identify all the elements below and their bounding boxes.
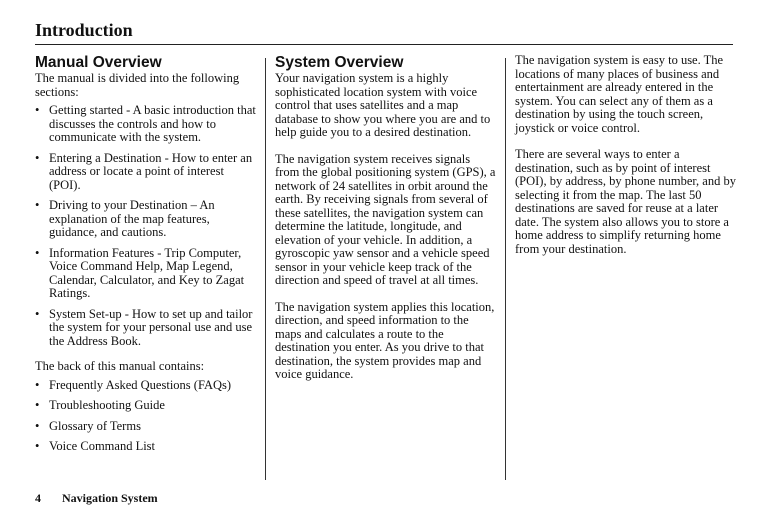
manual-overview-heading: Manual Overview <box>35 54 162 71</box>
right-column-paragraph: There are several ways to enter a destination, such as by point of interest (POI), by address, by phone number, and by selecting it from the map. The last 50 destinations are saved for reuse at a later date. The system also allows you to store a home address to simplify returning home from your destination. <box>515 147 736 256</box>
column-divider-right <box>505 58 506 480</box>
header-rule <box>35 44 733 45</box>
back-contents-intro: The back of this manual contains: <box>35 359 205 373</box>
page-number: 4 <box>35 491 41 505</box>
list-item: • Driving to your Destination – An explanation of the map features, guidance, and cautions. <box>35 199 257 240</box>
list-item: • Glossary of Terms <box>35 420 257 434</box>
system-overview-column <box>275 54 497 395</box>
right-text-column <box>515 54 737 269</box>
footer-label: Navigation System <box>62 491 158 505</box>
list-item: • Frequently Asked Questions (FAQs) <box>35 379 257 393</box>
page-title: Introduction <box>35 20 133 40</box>
right-column-paragraph: The navigation system is easy to use. The locations of many places of business and entertainment are already entered in the system. You can select any of them as a destination by using the touch screen, joystick or voice control. <box>515 53 724 135</box>
back-contents-list <box>35 379 257 454</box>
column-divider-left <box>265 58 266 480</box>
list-item: • Troubleshooting Guide <box>35 399 257 413</box>
manual-overview-intro: The manual is divided into the following sections: <box>35 71 240 99</box>
list-item: • Information Features - Trip Computer, Voice Command Help, Map Legend, Calendar, Calculator, and Key to Zagat Ratings. <box>35 247 257 301</box>
system-overview-heading: System Overview <box>275 54 404 71</box>
system-overview-paragraph: The navigation system receives signals from the global positioning system (GPS), a network of 24 satellites in orbit around the earth. By receiving signals from several of these satellites, the navigation system can determine the latitude, longitude, and elevation of your vehicle. In addition, a gyroscopic yaw sensor and a vehicle speed sensor in your vehicle keep track of the direction and speed of travel at all times. <box>275 151 496 287</box>
list-item: • Voice Command List <box>35 440 257 454</box>
system-overview-paragraph: Your navigation system is a highly sophisticated location system with voice control that uses satellites and a map database to show you where you are and to help guide you to a desired destination. <box>275 71 491 139</box>
system-overview-paragraph: The navigation system applies this location, direction, and speed information to the maps and calculates a route to the destination you enter. As you drive to that destination, the system provides map and voice guidance. <box>275 299 495 381</box>
list-item: • Getting started - A basic introduction that discusses the controls and how to communicate with the system. <box>35 104 257 145</box>
list-item: • Entering a Destination - How to enter an address or locate a point of interest (POI). <box>35 152 257 193</box>
manual-overview-column <box>35 54 257 466</box>
list-item: • System Set-up - How to set up and tailor the system for your personal use and use the Address Book. <box>35 308 257 349</box>
manual-sections-list <box>35 104 257 348</box>
page-footer <box>35 491 158 506</box>
